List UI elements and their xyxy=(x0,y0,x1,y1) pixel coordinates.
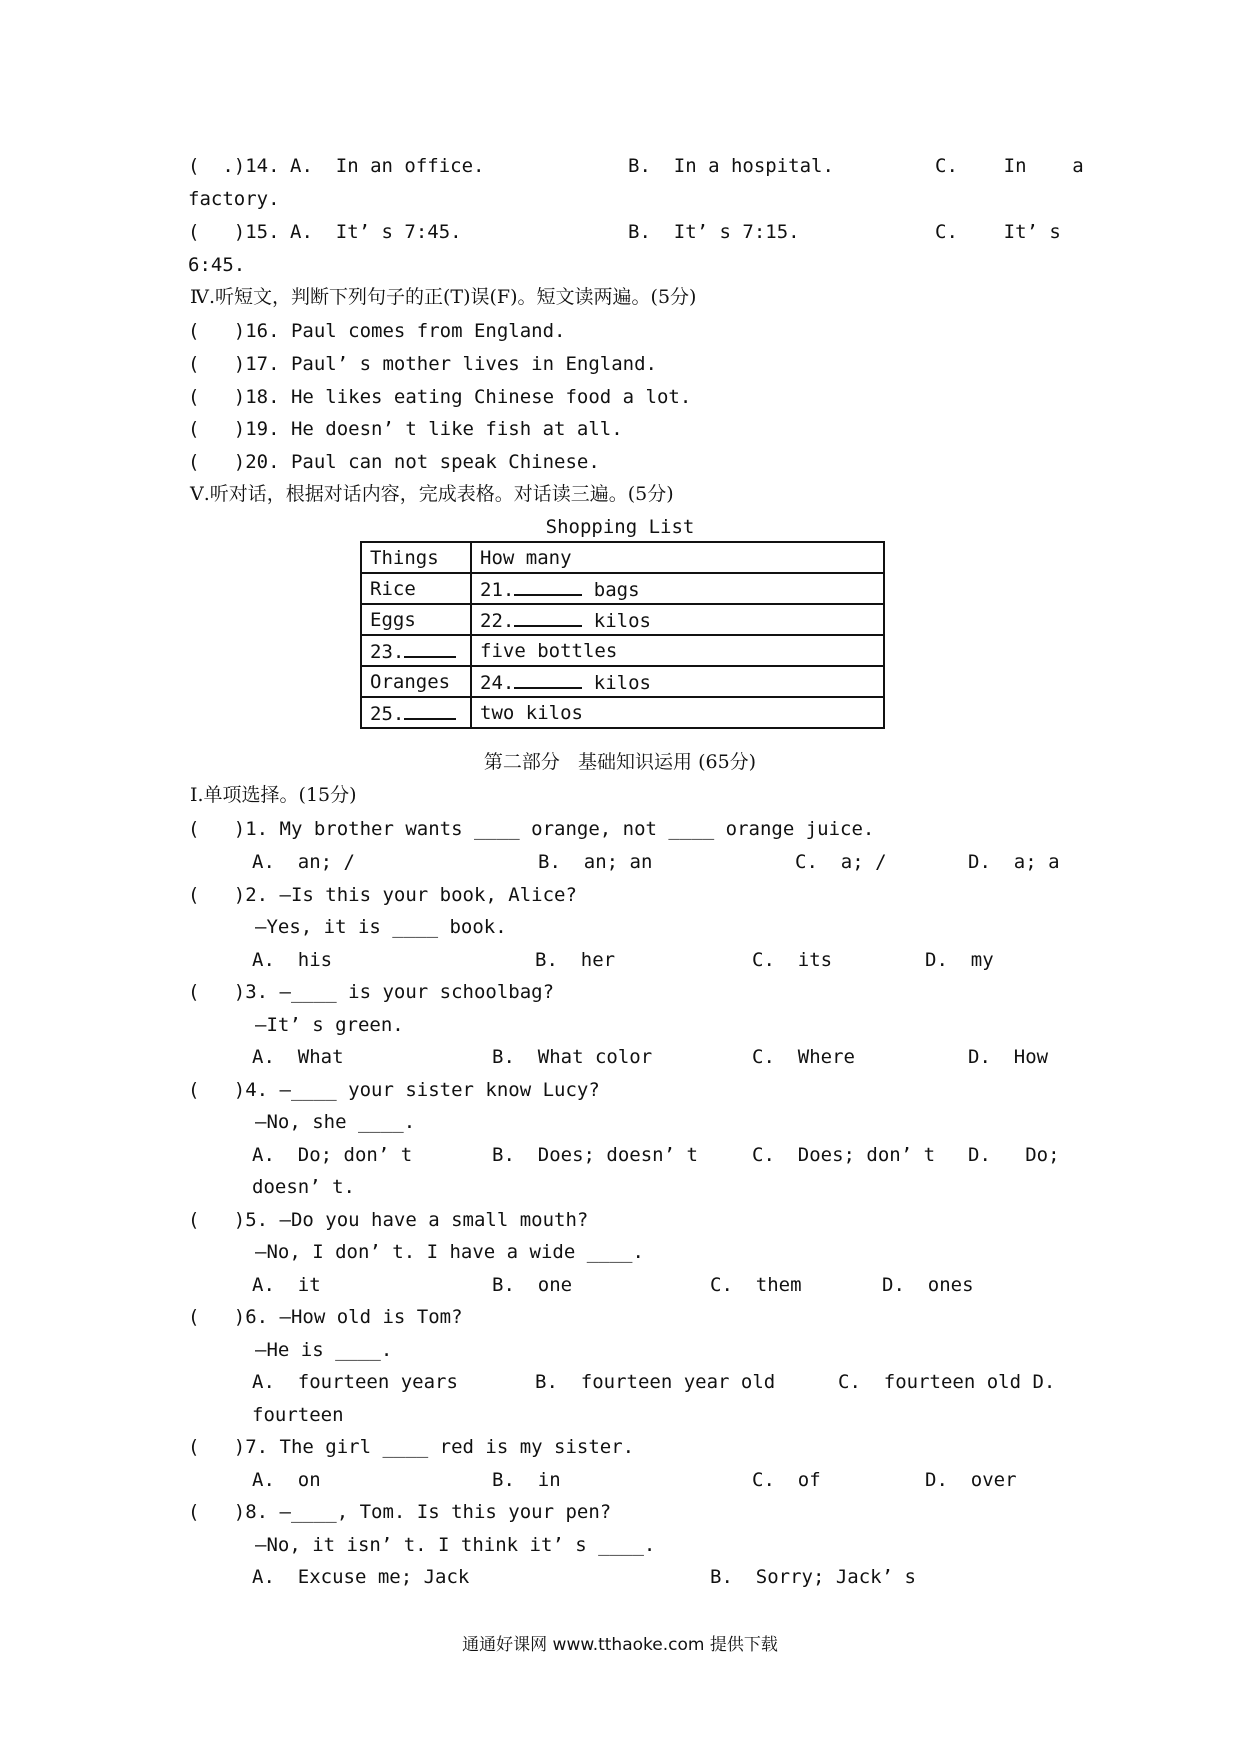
part-2-title: 第二部分 基础知识运用 (65分) xyxy=(483,751,757,773)
q14-number: ( .)14. xyxy=(188,155,280,177)
q1-option-a: A. an; / xyxy=(252,851,355,873)
thing-cell: Oranges xyxy=(361,666,471,697)
q4-option-a: A. Do; don’ t xyxy=(252,1144,413,1166)
mc-q7: ( )7. The girl ____ red is my sister. xyxy=(188,1436,635,1458)
mc-q4: ( )4. —____ your sister know Lucy? xyxy=(188,1079,600,1101)
mc-q8: ( )8. —____, Tom. Is this your pen? xyxy=(188,1501,612,1523)
section-1-title: Ⅰ.单项选择。(15分) xyxy=(190,784,357,806)
q5-option-b: B. one xyxy=(492,1274,573,1296)
mc-q6: ( )6. —How old is Tom? xyxy=(188,1306,463,1328)
unit-text: kilos xyxy=(582,610,651,632)
thing-cell xyxy=(361,697,471,728)
q20: ( )20. Paul can not speak Chinese. xyxy=(188,451,600,473)
q8-option-b: B. Sorry; Jack’ s xyxy=(710,1566,916,1588)
q6-option-b: B. fourteen year old xyxy=(535,1371,776,1393)
shopping-list-title: Shopping List xyxy=(545,516,695,538)
q6-option-d-wrap: fourteen xyxy=(252,1404,344,1426)
header-how-many: How many xyxy=(471,542,884,573)
thing-cell: Eggs xyxy=(361,604,471,635)
thing-cell xyxy=(361,635,471,666)
q6-option-a: A. fourteen years xyxy=(252,1371,458,1393)
q7-option-b: B. in xyxy=(492,1469,561,1491)
amount-cell: two kilos xyxy=(471,697,884,728)
q15-option-b: B. It’ s 7:15. xyxy=(628,221,800,243)
q1-option-c: C. a; / xyxy=(795,851,887,873)
q8-option-a: A. Excuse me; Jack xyxy=(252,1566,470,1588)
q15-option-a: A. It’ s 7:45. xyxy=(290,221,462,243)
q15-option-c: C. It’ s xyxy=(935,221,1061,243)
q5-option-d: D. ones xyxy=(882,1274,974,1296)
q14-option-a: A. In an office. xyxy=(290,155,485,177)
q3-option-a: A. What xyxy=(252,1046,344,1068)
q4-option-b: B. Does; doesn’ t xyxy=(492,1144,698,1166)
mc-q2: ( )2. —Is this your book, Alice? xyxy=(188,884,577,906)
answer-blank[interactable] xyxy=(514,576,582,596)
unit-text: bags xyxy=(582,579,640,601)
q14-option-c: C. In a xyxy=(935,155,1084,177)
q2-option-a: A. his xyxy=(252,949,333,971)
answer-blank[interactable] xyxy=(404,700,456,720)
mc-q3: ( )3. —____ is your schoolbag? xyxy=(188,981,555,1003)
q18: ( )18. He likes eating Chinese food a lot. xyxy=(188,386,692,408)
mc-q5-reply: —No, I don’ t. I have a wide ____. xyxy=(255,1241,644,1263)
blank-number: 23. xyxy=(370,641,405,663)
answer-blank[interactable] xyxy=(514,669,582,689)
q4-option-d: D. Do; xyxy=(968,1144,1060,1166)
q14-option-c-wrap: factory. xyxy=(188,188,280,210)
q14-option-b: B. In a hospital. xyxy=(628,155,834,177)
q7-option-d: D. over xyxy=(925,1469,1017,1491)
unit-text: kilos xyxy=(582,672,651,694)
table-row xyxy=(361,635,884,666)
q7-option-a: A. on xyxy=(252,1469,321,1491)
section-5-title: Ⅴ.听对话，根据对话内容，完成表格。对话读三遍。(5分) xyxy=(190,483,674,505)
q15-option-c-wrap: 6:45. xyxy=(188,254,246,276)
q6-option-c: C. fourteen old D. xyxy=(838,1371,1056,1393)
amount-cell xyxy=(471,604,884,635)
q3-option-d: D. How xyxy=(968,1046,1049,1068)
mc-q4-reply: —No, she ____. xyxy=(255,1111,416,1133)
blank-number: 25. xyxy=(370,703,405,725)
blank-number: 24. xyxy=(480,672,515,694)
q16: ( )16. Paul comes from England. xyxy=(188,320,566,342)
q17: ( )17. Paul’ s mother lives in England. xyxy=(188,353,657,375)
q1-option-d: D. a; a xyxy=(968,851,1060,873)
q2-option-d: D. my xyxy=(925,949,994,971)
answer-blank[interactable] xyxy=(514,607,582,627)
mc-q1: ( )1. My brother wants ____ orange, not ____ orange juice. xyxy=(188,818,875,840)
footer-source: 通通好课网 www.tthaoke.com 提供下载 xyxy=(462,1635,778,1655)
q4-option-d-wrap: doesn’ t. xyxy=(252,1176,355,1198)
mc-q8-reply: —No, it isn’ t. I think it’ s ____. xyxy=(255,1534,656,1556)
q5-option-c: C. them xyxy=(710,1274,802,1296)
q2-option-b: B. her xyxy=(535,949,616,971)
amount-cell xyxy=(471,666,884,697)
q5-option-a: A. it xyxy=(252,1274,321,1296)
table-row xyxy=(361,604,884,635)
q1-option-b: B. an; an xyxy=(538,851,653,873)
q3-option-c: C. Where xyxy=(752,1046,855,1068)
blank-number: 21. xyxy=(480,579,515,601)
table-row xyxy=(361,697,884,728)
q3-option-b: B. What color xyxy=(492,1046,653,1068)
shopping-list-table xyxy=(360,541,885,729)
mc-q5: ( )5. —Do you have a small mouth? xyxy=(188,1209,589,1231)
header-things: Things xyxy=(361,542,471,573)
table-row xyxy=(361,666,884,697)
q2-option-c: C. its xyxy=(752,949,833,971)
q7-option-c: C. of xyxy=(752,1469,821,1491)
answer-blank[interactable] xyxy=(404,638,456,658)
mc-q3-reply: —It’ s green. xyxy=(255,1014,404,1036)
mc-q6-reply: —He is ____. xyxy=(255,1339,393,1361)
section-4-title: Ⅳ.听短文，判断下列句子的正(T)误(F)。短文读两遍。(5分) xyxy=(190,286,697,308)
thing-cell: Rice xyxy=(361,573,471,604)
q15-number: ( )15. xyxy=(188,221,280,243)
amount-cell xyxy=(471,573,884,604)
table-row xyxy=(361,542,884,573)
table-row xyxy=(361,573,884,604)
mc-q2-reply: —Yes, it is ____ book. xyxy=(255,916,507,938)
q19: ( )19. He doesn’ t like fish at all. xyxy=(188,418,623,440)
q4-option-c: C. Does; don’ t xyxy=(752,1144,936,1166)
amount-cell: five bottles xyxy=(471,635,884,666)
blank-number: 22. xyxy=(480,610,515,632)
